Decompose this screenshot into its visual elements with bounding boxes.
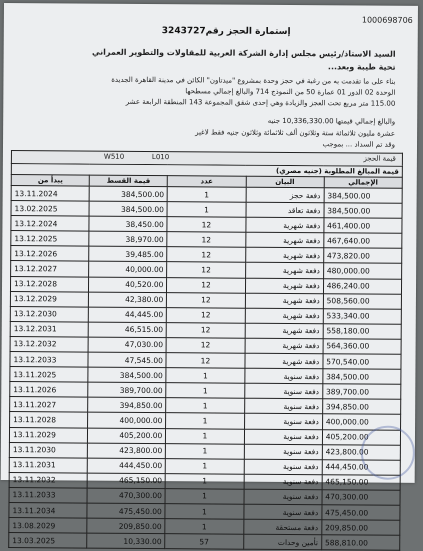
col-date: يبدأ من (11, 175, 89, 187)
cell-amount: 10,330.00 (87, 533, 165, 549)
cell-total: 475,450.00 (322, 505, 400, 521)
table-code-band (11, 150, 403, 166)
cell-count: 1 (167, 187, 245, 203)
cell-total: 384,500.00 (323, 369, 401, 385)
cell-amount: 38,450.00 (89, 216, 167, 232)
schedule-table (8, 163, 403, 551)
cell-amount: 46,515.00 (88, 322, 166, 338)
col-description: البيان (246, 176, 324, 188)
cell-count: 12 (167, 217, 245, 233)
cell-amount: 39,485.00 (89, 246, 167, 262)
cell-date: 13.11.2026 (10, 382, 88, 398)
cell-description: دفعة شهرية (245, 293, 323, 309)
cell-count: 12 (167, 247, 245, 263)
cell-total: 384,500.00 (324, 203, 402, 219)
cell-date: 13.11.2029 (9, 427, 87, 443)
cell-date: 13.11.2028 (10, 412, 88, 428)
cell-total: 394,850.00 (322, 399, 400, 415)
cell-description: دفعة سنوية (244, 414, 322, 430)
cell-amount: 389,700.00 (88, 382, 166, 398)
cell-count: 1 (166, 383, 244, 399)
cell-amount: 444,450.00 (87, 458, 165, 474)
cell-amount: 209,850.00 (87, 518, 165, 534)
cell-description: دفعة شهرية (245, 308, 323, 324)
document-title: إستمارة الحجز رقم3243727 (161, 26, 291, 38)
cell-count: 12 (166, 338, 244, 354)
cell-total: 467,640.00 (324, 233, 402, 249)
cell-count: 1 (167, 202, 245, 218)
cell-date: 13.11.2032 (9, 472, 87, 488)
cell-date: 13.11.2031 (9, 457, 87, 473)
cell-date: 13.02.2025 (11, 201, 89, 217)
code-l010: L010 (151, 153, 170, 162)
cell-description: تأمين وحدات (243, 534, 321, 550)
cell-total: 564,360.00 (323, 339, 401, 355)
table-caption: قيمة المبالغ المطلوبة (جنيه مصري) (11, 164, 402, 178)
cell-description: دفعة شهرية (245, 323, 323, 339)
cell-count: 12 (167, 292, 245, 308)
cell-count: 1 (166, 458, 244, 474)
cell-total: 533,340.00 (323, 308, 401, 324)
cell-total: 558,180.00 (323, 324, 401, 340)
cell-amount: 47,030.00 (88, 337, 166, 353)
cell-date: 13.12.2024 (11, 216, 89, 232)
cell-amount: 405,200.00 (88, 428, 166, 444)
col-amount: قيمة القسط (89, 175, 167, 187)
body-line-1: بناء على ما تقدمت به من رغبة في حجز وحدة بمشروع "ميدتاون" الكائن في مدينة القاهرة الجديدة (111, 75, 396, 86)
col-total: الإجمالي (324, 177, 402, 189)
document-number: 1000698706 (361, 15, 413, 25)
cell-total: 470,300.00 (322, 490, 400, 506)
body-line-2: الوحدة 02 الدور 01 عمارة 50 من النموذج 714 والبالغ إجمالي مسطحها (185, 87, 396, 97)
cell-count: 12 (167, 262, 245, 278)
cell-amount: 38,970.00 (89, 231, 167, 247)
cell-date: 13.12.2025 (11, 231, 89, 247)
cell-amount: 44,445.00 (88, 307, 166, 323)
table-row (9, 533, 400, 551)
cell-description: دفعة حجز (246, 187, 324, 203)
cell-count: 1 (165, 473, 243, 489)
greeting-line: تحية طيبة وبعد... (327, 62, 396, 72)
cell-total: 400,000.00 (322, 414, 400, 430)
cell-amount: 47,545.00 (88, 352, 166, 368)
cell-description: دفعة شهرية (245, 217, 323, 233)
cell-count: 12 (167, 307, 245, 323)
cell-amount: 40,000.00 (89, 262, 167, 278)
cell-description: دفعة شهرية (245, 278, 323, 294)
cell-amount: 470,300.00 (87, 488, 165, 504)
cell-description: دفعة سنوية (244, 429, 322, 445)
cell-description: دفعة سنوية (244, 383, 322, 399)
stamp-mark (361, 426, 415, 480)
cell-amount: 475,450.00 (87, 503, 165, 519)
cell-count: 1 (166, 398, 244, 414)
cell-total: 473,820.00 (323, 248, 401, 264)
cell-count: 1 (166, 428, 244, 444)
cell-date: 13.11.2033 (9, 487, 87, 503)
cell-total: 570,540.00 (323, 354, 401, 370)
cell-date: 13.11.2034 (9, 503, 87, 519)
cell-description: دفعة شهرية (245, 353, 323, 369)
cell-description: دفعة شهرية (245, 248, 323, 264)
cell-amount: 384,500.00 (88, 367, 166, 383)
cell-description: دفعة سنوية (244, 398, 322, 414)
body-line-3: 115.00 متر مربع تحت العجز والزيادة وهي إحدى شقق المجموعة 143 المنطقة الرابعة عشر (125, 97, 396, 108)
cell-count: 57 (165, 534, 243, 550)
cell-date: 13.12.2028 (10, 276, 88, 292)
cell-amount: 394,850.00 (88, 397, 166, 413)
cell-description: دفعة شهرية (245, 338, 323, 354)
cell-description: دفعة شهرية (245, 263, 323, 279)
cell-amount: 42,380.00 (89, 292, 167, 308)
cell-date: 13.03.2025 (9, 533, 87, 549)
cell-count: 1 (165, 504, 243, 520)
cell-total: 480,000.00 (323, 263, 401, 279)
code-band-label: قيمة الحجز (363, 154, 396, 163)
addressee-line: السيد الاستاذ/رئيس مجلس إدارة الشركة العربية للمقاولات والتطوير العمراني (92, 47, 396, 59)
cell-total: 444,450.00 (322, 459, 400, 475)
cell-amount: 423,800.00 (88, 443, 166, 459)
cell-amount: 465,150.00 (87, 473, 165, 489)
cell-description: دفعة شهرية (245, 232, 323, 248)
cell-total: 588,810.00 (321, 535, 399, 551)
cell-amount: 384,500.00 (89, 201, 167, 217)
cell-date: 13.12.2027 (11, 261, 89, 277)
cell-count: 1 (166, 368, 244, 384)
cell-total: 461,400.00 (324, 218, 402, 234)
payment-schedule (8, 150, 403, 551)
cell-date: 13.08.2029 (9, 518, 87, 534)
cell-count: 1 (166, 443, 244, 459)
payment-note-line: وقد تم السداد ... بموجب (322, 140, 396, 149)
cell-description: دفعة سنوية (244, 459, 322, 475)
cell-total: 423,800.00 (322, 444, 400, 460)
cell-description: دفعة سنوية (244, 474, 322, 490)
cell-date: 13.12.2026 (11, 246, 89, 262)
cell-total: 508,560.00 (323, 293, 401, 309)
cell-total: 384,500.00 (324, 188, 402, 204)
cell-description: دفعة مستحقة (243, 519, 321, 535)
cell-description: دفعة سنوية (244, 489, 322, 505)
cell-count: 12 (167, 277, 245, 293)
cell-total: 405,200.00 (322, 429, 400, 445)
cell-amount: 40,520.00 (89, 277, 167, 293)
cell-amount: 400,000.00 (88, 413, 166, 429)
cell-date: 13.12.2029 (10, 291, 88, 307)
cell-count: 12 (167, 322, 245, 338)
cell-count: 1 (165, 489, 243, 505)
cell-date: 13.11.2024 (11, 186, 89, 202)
cell-amount: 384,500.00 (89, 186, 167, 202)
cell-date: 13.11.2025 (10, 367, 88, 383)
cell-count: 1 (166, 413, 244, 429)
cell-description: دفعة سنوية (243, 504, 321, 520)
cell-date: 13.12.2032 (10, 336, 88, 352)
cell-description: دفعة تعاقد (246, 202, 324, 218)
col-count: عدد (168, 176, 246, 188)
cell-date: 13.11.2030 (9, 442, 87, 458)
cell-total: 209,850.00 (322, 520, 400, 536)
cell-date: 13.12.2031 (10, 321, 88, 337)
cell-count: 1 (165, 519, 243, 535)
document-page (1, 3, 418, 548)
total-value-line: والبالغ إجمالي قيمتها 10,336,330.00 جنيه (267, 116, 396, 126)
cell-description: دفعة سنوية (244, 444, 322, 460)
cell-total: 389,700.00 (322, 384, 400, 400)
total-words-line: عشرة مليون ثلاثمائة ستة وثلاثون ألف ثلاثمائة وثلاثون جنيه فقط لاغير (195, 128, 396, 138)
cell-date: 13.12.2030 (10, 306, 88, 322)
cell-count: 12 (167, 232, 245, 248)
cell-count: 12 (166, 353, 244, 369)
cell-date: 13.12.2033 (10, 352, 88, 368)
cell-total: 465,150.00 (322, 475, 400, 491)
cell-description: دفعة سنوية (244, 368, 322, 384)
cell-total: 486,240.00 (323, 278, 401, 294)
cell-date: 13.11.2027 (10, 397, 88, 413)
code-w510: W510 (103, 152, 125, 161)
